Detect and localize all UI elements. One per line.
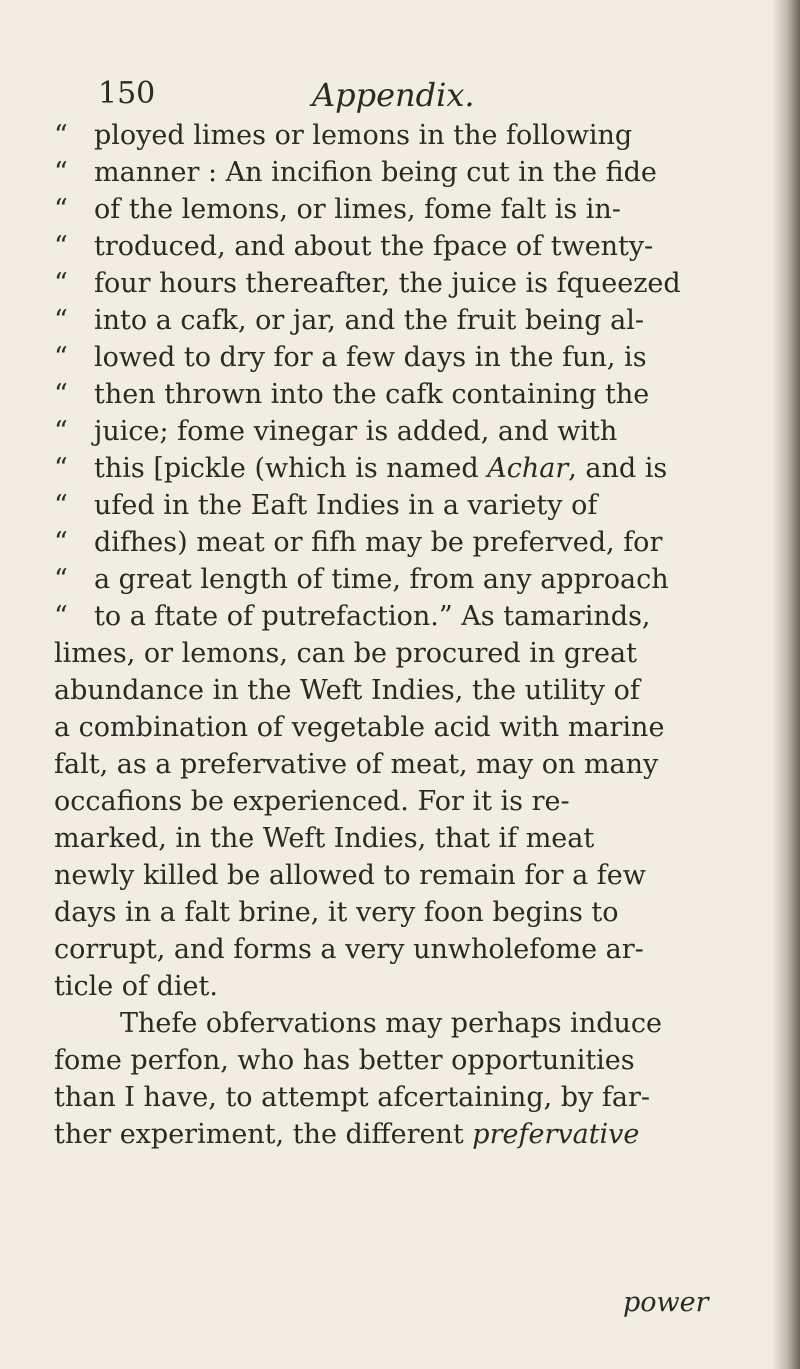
text-line: ticle of diet.: [54, 971, 218, 1002]
text-line: “ manner : An incifion being cut in the fide: [54, 157, 657, 188]
text-line: newly killed be allowed to remain for a few: [54, 860, 646, 891]
text-line: “ this [pickle (which is named Achar, and is: [54, 453, 668, 484]
text-line: days in a falt brine, it very foon begins to: [54, 897, 619, 928]
text-line: “ into a cafk, or jar, and the fruit being al-: [54, 305, 644, 336]
page-header: [98, 76, 718, 114]
text-line: occafions be experienced. For it is re-: [54, 786, 570, 817]
text-line: “ lowed to dry for a few days in the fun, is: [54, 342, 647, 373]
text-line: corrupt, and forms a very unwholefome ar-: [54, 934, 644, 965]
text-line: “ troduced, and about the fpace of twenty-: [54, 231, 654, 262]
italic-term: Achar: [487, 453, 569, 484]
running-head: Appendix.: [312, 76, 475, 114]
text-line: “ juice; fome vinegar is added, and with: [54, 416, 618, 447]
text-line: falt, as a prefervative of meat, may on many: [54, 749, 659, 780]
text-line: “ of the lemons, or limes, fome falt is in-: [54, 194, 621, 225]
text-line: “ to a ftate of putrefaction.” As tamarinds,: [54, 601, 651, 632]
text-line: fome perfon, who has better opportunities: [54, 1045, 635, 1076]
text-line: abundance in the Weft Indies, the utility of: [54, 675, 640, 706]
italic-term: prefervative: [472, 1119, 640, 1150]
text-line: a combination of vegetable acid with marine: [54, 712, 665, 743]
text-line: “ a great length of time, from any approach: [54, 564, 669, 595]
text-line: limes, or lemons, can be procured in great: [54, 638, 637, 669]
catchword: power: [623, 1287, 709, 1318]
text-line: “ ufed in the Eaft Indies in a variety of: [54, 490, 598, 521]
paragraph-start-line: Thefe obfervations may perhaps induce: [120, 1008, 662, 1039]
page-edge-shadow: [772, 0, 800, 1369]
text-line: “ then thrown into the cafk containing the: [54, 379, 650, 410]
page-number: 150: [98, 76, 156, 111]
text-line: marked, in the Weft Indies, that if meat: [54, 823, 595, 854]
text-line: ther experiment, the different prefervative: [54, 1119, 640, 1150]
text-line: “ difhes) meat or fifh may be preferved, for: [54, 527, 663, 558]
text-line: “ ployed limes or lemons in the following: [54, 120, 633, 151]
text-line: “ four hours thereafter, the juice is fqueezed: [54, 268, 681, 299]
text-line: than I have, to attempt afcertaining, by far-: [54, 1082, 651, 1113]
